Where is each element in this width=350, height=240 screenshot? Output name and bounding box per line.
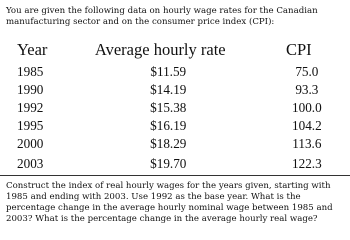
intro-text: You are given the following data on hourly wage rates for the Canadian manufacturing sector and on the consumer price index (CPI): bbox=[6, 6, 318, 27]
table-row bbox=[0, 135, 350, 153]
year-cell: 1985 bbox=[17, 64, 44, 79]
hourly-rate-column-header: Average hourly rate bbox=[94, 39, 226, 59]
hourly-rate-cell: $14.19 bbox=[150, 82, 187, 97]
table-row bbox=[0, 117, 350, 135]
cpi-cell: 113.6 bbox=[292, 136, 322, 151]
question-text: Construct the index of real hourly wages for the years given, starting with 1985 and ending with 2003. Use 1992 as the base year. What is the percentage change in the average hourly nominal wage between 1985 and 2003? What is the percentage change in the average hourly real wage? bbox=[6, 181, 333, 224]
hourly-rate-cell: $16.19 bbox=[150, 118, 187, 133]
table-row bbox=[0, 153, 350, 176]
cpi-cell: 93.3 bbox=[295, 82, 319, 97]
cpi-cell: 75.0 bbox=[295, 64, 319, 79]
cpi-cell: 100.0 bbox=[292, 100, 322, 115]
year-column-header: Year bbox=[17, 39, 48, 59]
cpi-cell: 104.2 bbox=[292, 118, 322, 133]
table-row bbox=[0, 81, 350, 99]
hourly-rate-cell: $18.29 bbox=[150, 136, 187, 151]
wage-cpi-table bbox=[0, 36, 350, 176]
hourly-rate-cell: $11.59 bbox=[150, 64, 187, 79]
year-cell: 1990 bbox=[17, 82, 44, 97]
year-cell: 2000 bbox=[17, 136, 44, 151]
hourly-rate-cell: $19.70 bbox=[150, 156, 187, 171]
cpi-column-header: CPI bbox=[286, 39, 312, 59]
year-cell: 1995 bbox=[17, 118, 44, 133]
table-row bbox=[0, 63, 350, 81]
cpi-cell: 122.3 bbox=[292, 156, 322, 171]
hourly-rate-cell: $15.38 bbox=[150, 100, 187, 115]
table-header-row bbox=[0, 36, 350, 63]
year-cell: 1992 bbox=[17, 100, 44, 115]
table-row bbox=[0, 99, 350, 117]
year-cell: 2003 bbox=[17, 156, 44, 171]
